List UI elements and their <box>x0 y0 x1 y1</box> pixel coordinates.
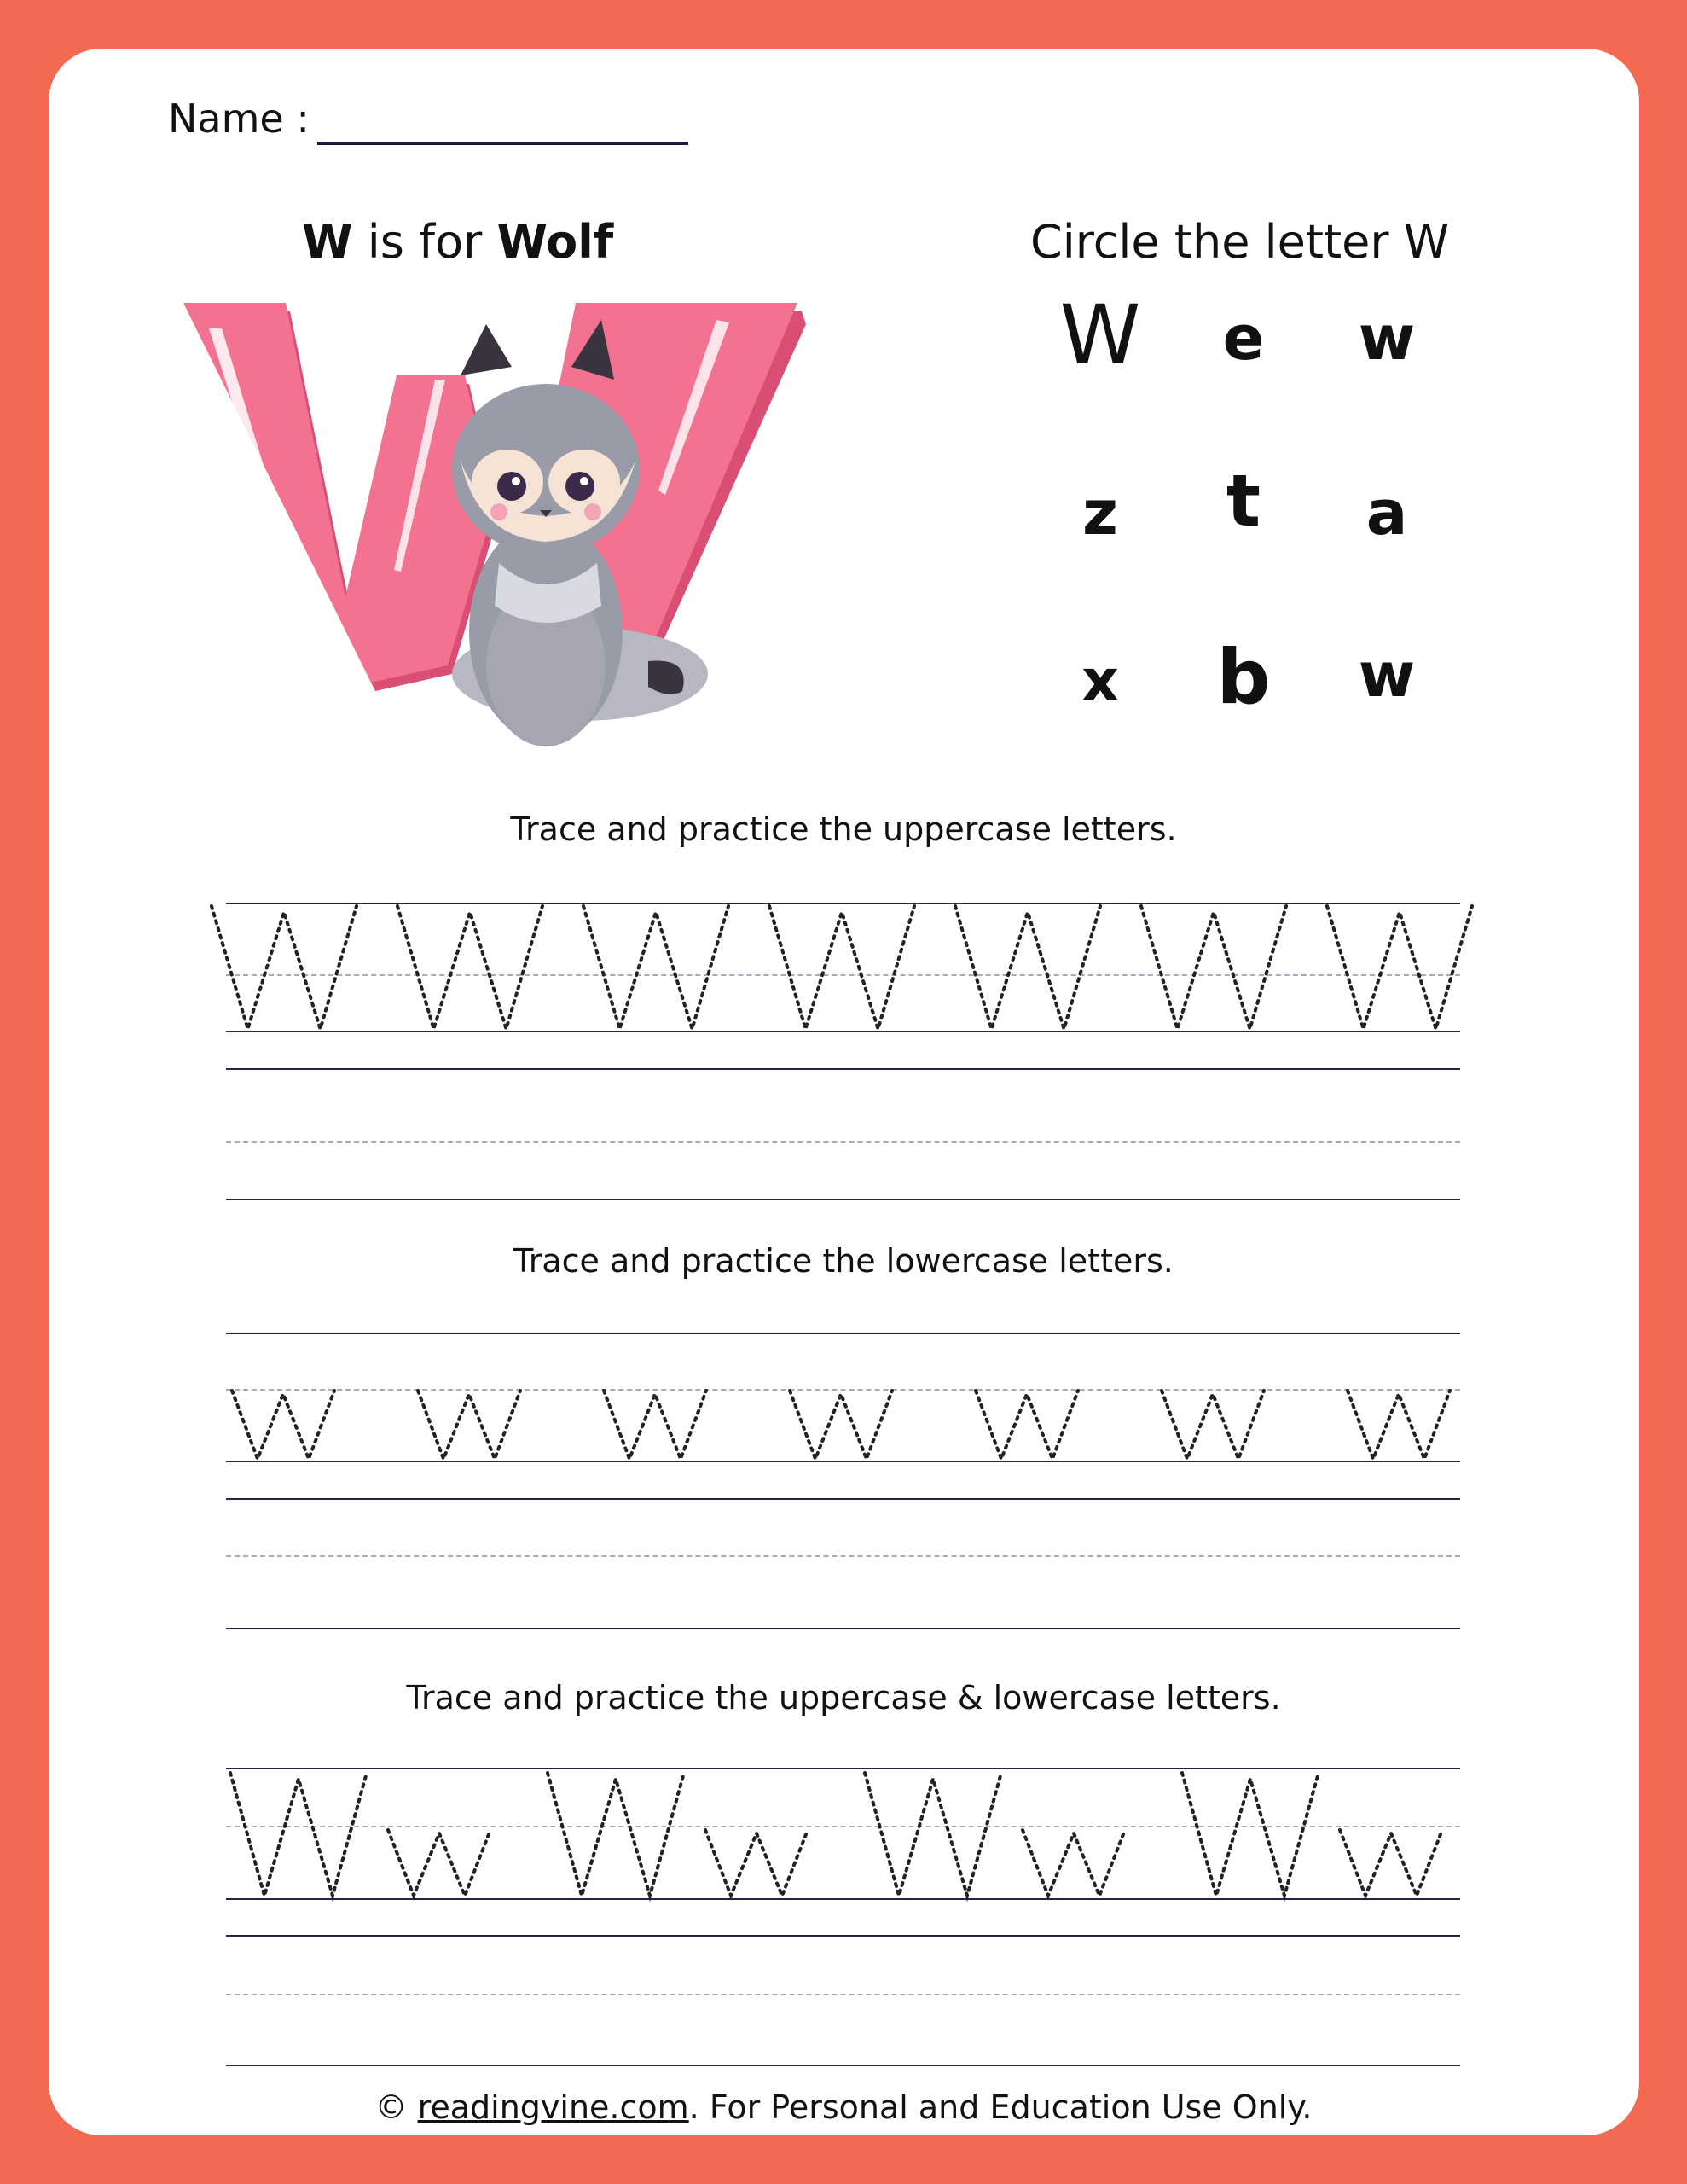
copyright-symbol: © <box>374 2088 408 2126</box>
circle-letter-4[interactable]: z <box>1082 477 1118 549</box>
instruction-uppercase: Trace and practice the uppercase letters. <box>510 810 1177 848</box>
footer-text: . For Personal and Education Use Only. <box>688 2088 1313 2126</box>
circle-letter-1[interactable]: W <box>1059 288 1141 383</box>
footer-link[interactable]: readingvine.com <box>417 2088 689 2126</box>
heading-word: Wolf <box>496 215 614 269</box>
instruction-mixed: Trace and practice the uppercase & lowercase letters. <box>406 1679 1281 1716</box>
circle-letter-7[interactable]: x <box>1081 648 1119 715</box>
circle-letter-8[interactable]: b <box>1216 633 1271 721</box>
heading-letter: W <box>302 215 353 269</box>
trace-uppercase-w <box>548 1773 684 1896</box>
circle-letter-3[interactable]: w <box>1358 302 1416 374</box>
trace-uppercase-w <box>865 1773 1001 1896</box>
trace-lowercase-w <box>1340 1830 1442 1896</box>
name-label: Name : <box>168 96 310 142</box>
trace-lowercase-w <box>388 1830 490 1896</box>
circle-heading: Circle the letter W <box>1030 215 1450 269</box>
trace-lowercase-w <box>1023 1830 1125 1896</box>
trace-uppercase-w <box>230 1773 367 1896</box>
circle-letter-2[interactable]: e <box>1222 302 1265 374</box>
circle-letter-5[interactable]: t <box>1226 459 1261 543</box>
instruction-lowercase: Trace and practice the lowercase letters. <box>513 1242 1174 1280</box>
trace-lowercase-w <box>705 1830 808 1896</box>
footer <box>0 2088 1687 2126</box>
heading-middle: is for <box>367 215 483 269</box>
circle-letter-9[interactable]: w <box>1358 639 1416 711</box>
trace-uppercase-w <box>1182 1773 1319 1896</box>
circle-letter-6[interactable]: a <box>1365 477 1408 549</box>
